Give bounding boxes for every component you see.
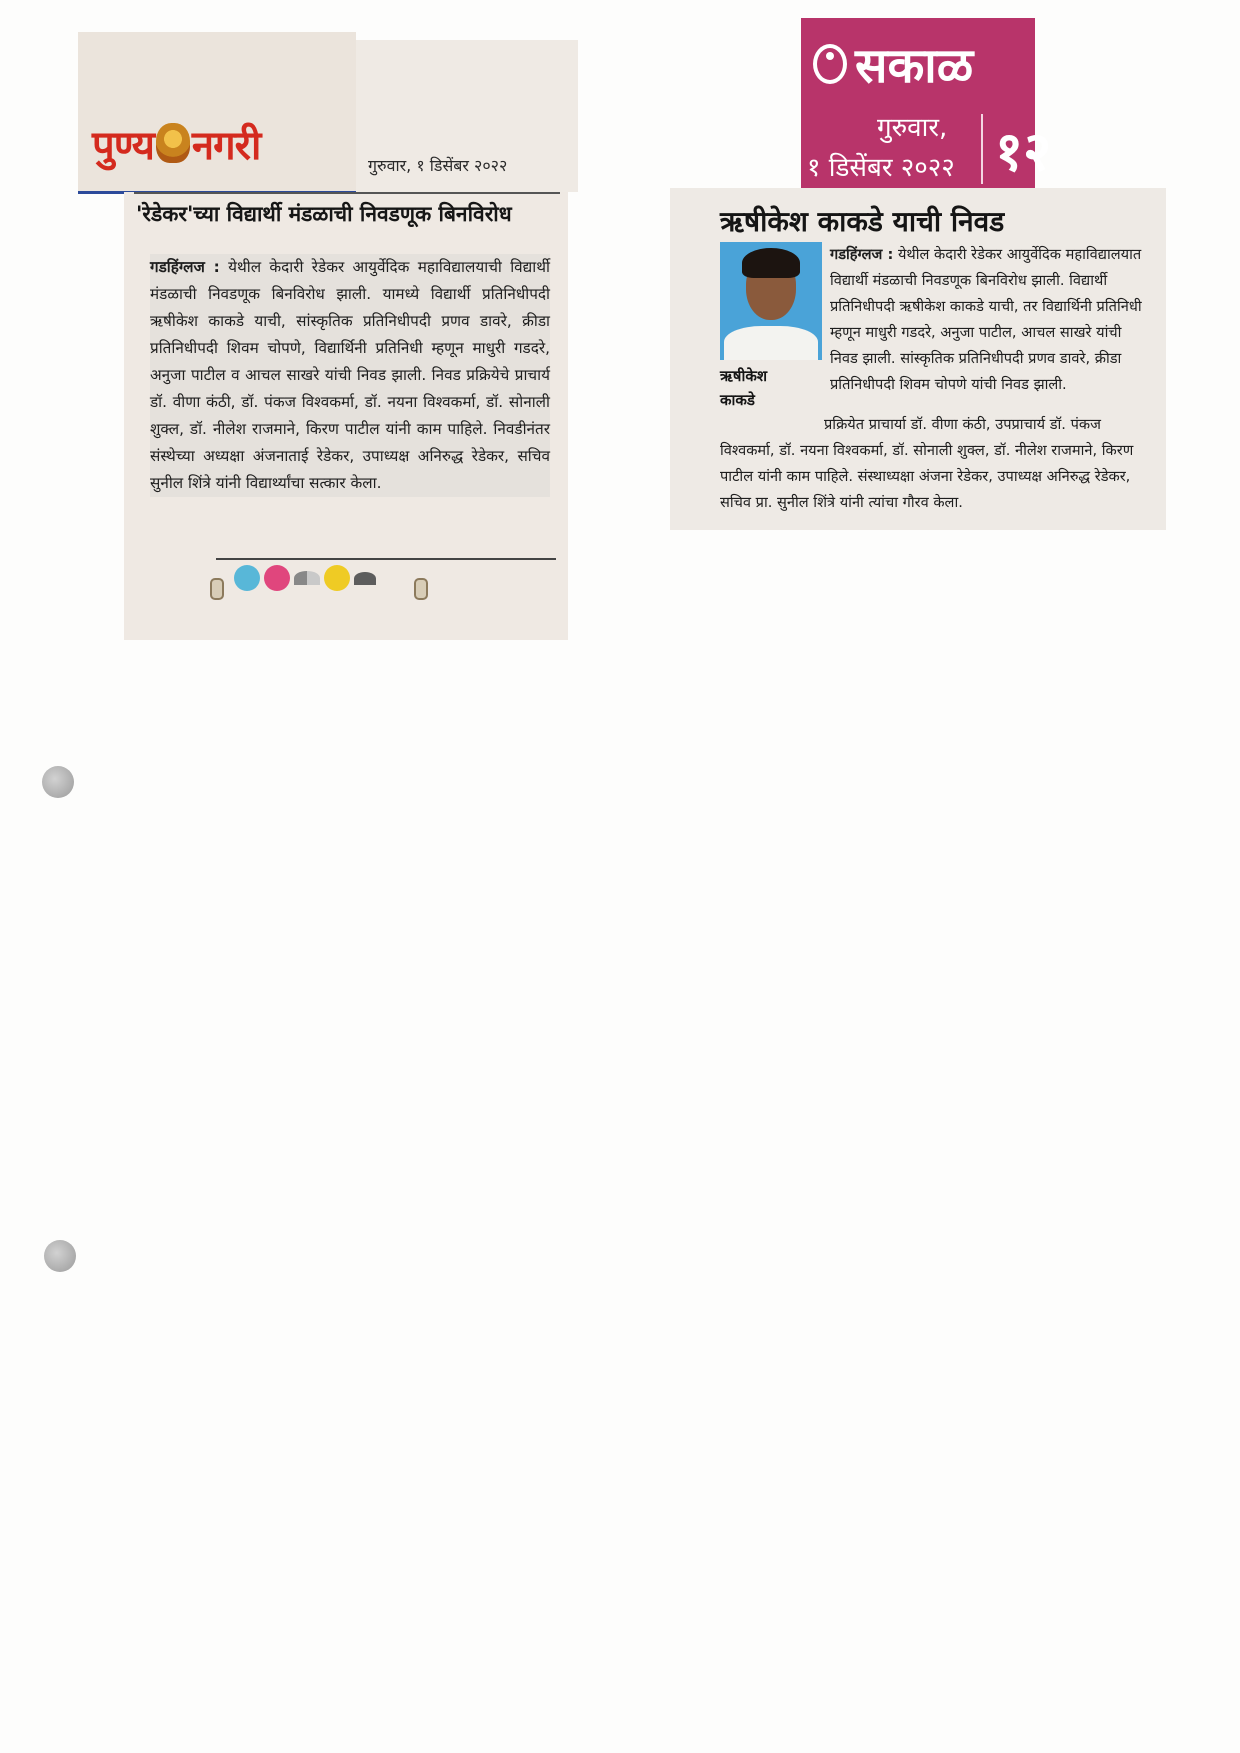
sakal-day: गुरुवार, <box>877 113 948 143</box>
ganesh-logo-icon <box>156 123 190 163</box>
masthead-text-part1: पुण्य <box>92 123 154 169</box>
masthead-divider <box>981 114 983 184</box>
cyan-mark-icon <box>234 565 260 591</box>
photo-hair <box>742 248 800 278</box>
masthead-text-part2: नगरी <box>191 123 261 169</box>
sakal-masthead-text: सकाळ <box>855 38 974 94</box>
article-dateline: गडहिंग्लज : <box>150 258 220 276</box>
yellow-mark-icon <box>324 565 350 591</box>
sakal-page-number: १२ <box>995 120 1052 183</box>
punya-nagari-date-strip <box>356 40 578 192</box>
sakal-article <box>670 188 1166 530</box>
magenta-mark-icon <box>264 565 290 591</box>
punya-nagari-headline: 'रेडेकर'च्या विद्यार्थी मंडळाची निवडणूक बिनविरोध <box>136 202 512 226</box>
punch-hole <box>44 1240 76 1272</box>
punya-nagari-masthead <box>78 32 356 194</box>
sakal-emblem-icon <box>813 44 847 84</box>
photo-caption-line1: ऋषीकेश <box>720 367 768 385</box>
punya-nagari-logo <box>92 116 260 171</box>
sakal-body-part1 <box>830 242 1148 398</box>
sakal-headline: ऋषीकेश काकडे याची निवड <box>720 205 1005 238</box>
staple-icon <box>210 578 224 600</box>
sakal-logo <box>813 32 973 97</box>
bottom-rule <box>216 558 556 560</box>
headline-rule <box>134 192 560 194</box>
punya-nagari-body <box>150 254 550 497</box>
registration-marks <box>234 564 376 592</box>
black-mark-icon <box>354 572 376 585</box>
staple-icon <box>414 578 428 600</box>
sakal-body-part2: प्रक्रियेत प्राचार्या डॉ. वीणा कंठी, उपप्राचार्य डॉ. पंकज विश्वकर्मा, डॉ. नयना विश्वकर्मा, डॉ. सोनाली शुक्ल, डॉ. नीलेश राजमाने, किरण पाटील यांनी काम पाहिले. संस्थाध्यक्षा अंजना रेडेकर, उपाध्यक्ष अनिरुद्ध रेडेकर, सचिव प्रा. सुनील शिंत्रे यांनी त्यांचा गौरव केला. <box>720 416 1134 511</box>
photo-caption-line2: काकडे <box>720 391 755 409</box>
photo-caption <box>720 364 820 412</box>
sakal-masthead <box>801 18 1052 190</box>
punch-hole <box>42 766 74 798</box>
article-body-text: येथील केदारी रेडेकर आयुर्वेदिक महाविद्यालयाची विद्यार्थी मंडळाची निवडणूक बिनविरोध झाली. यामध्ये विद्यार्थी प्रतिनिधीपदी ऋषीकेश काकडे याची, सांस्कृतिक प्रतिनिधीपदी प्रणव डावरे, क्रीडा प्रतिनिधीपदी शिवम चोपणे, विद्यार्थिनी प्रतिनिधी म्हणून माधुरी गडदरे, अनुजा पाटील व आचल साखरे यांची निवड झाली. निवड प्रक्रियेचे प्राचार्य डॉ. वीणा कंठी, डॉ. पंकज विश्वकर्मा, डॉ. नयना विश्वकर्मा, डॉ. सोनाली शुक्ल, डॉ. नीलेश राजमाने, किरण पाटील यांनी काम पाहिले. निवडीनंतर संस्थेच्या अध्यक्षा अंजनाताई रेडेकर, उपाध्यक्ष अनिरुद्ध रेडेकर, सचिव सुनील शिंत्रे यांनी विद्यार्थ्यांचा सत्कार केला. <box>150 258 550 492</box>
student-photo <box>720 242 822 360</box>
article-dateline: गडहिंग्लज : <box>830 246 894 263</box>
sakal-date: १ डिसेंबर २०२२ <box>807 153 955 183</box>
photo-shirt <box>724 326 818 360</box>
punya-nagari-date: गुरुवार, १ डिसेंबर २०२२ <box>368 156 508 175</box>
article-body-text: येथील केदारी रेडेकर आयुर्वेदिक महाविद्यालयात विद्यार्थी मंडळाची निवडणूक बिनविरोध झाली. विद्यार्थी प्रतिनिधीपदी ऋषीकेश काकडे याची, तर विद्यार्थिनी प्रतिनिधी म्हणून माधुरी गडदरे, अनुजा पाटील, आचल साखरे यांची निवड झाली. सांस्कृतिक प्रतिनिधीपदी प्रणव डावरे, क्रीडा प्रतिनिधीपदी शिवम चोपणे यांची निवड झाली. <box>830 246 1142 393</box>
punya-nagari-article <box>124 192 568 640</box>
grey-mark-icon <box>294 571 320 585</box>
